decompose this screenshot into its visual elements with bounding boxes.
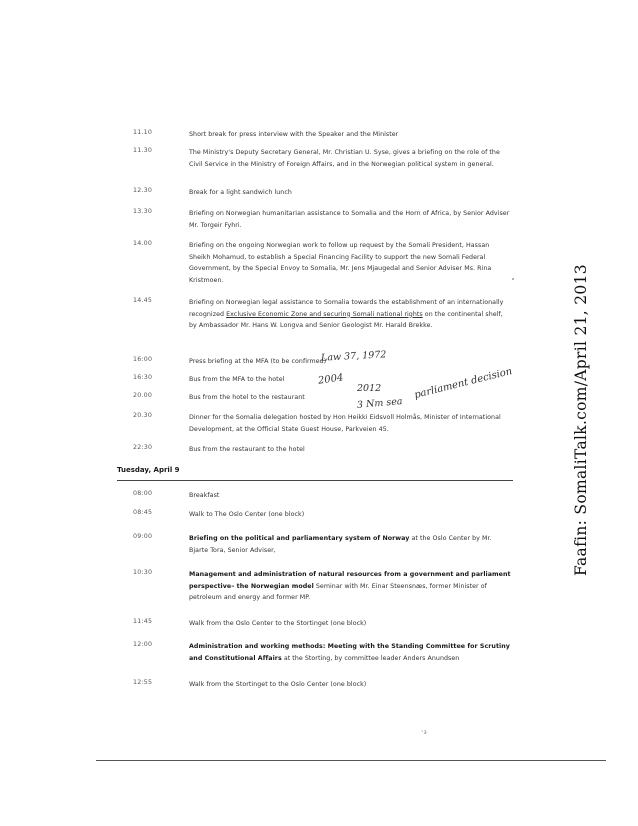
session-title: Management and administration of natural resources from a government and parliament perspective– the Norwegian model xyxy=(189,571,511,590)
schedule-description xyxy=(189,297,511,332)
schedule-description: Break for a light sandwich lunch xyxy=(189,189,292,196)
schedule-description: Briefing on Norwegian humanitarian assistance to Somalia and the Horn of Africa, by Senior Adviser Mr. Torgeir Fyhri. xyxy=(189,210,510,229)
footer-rule xyxy=(96,760,606,761)
schedule-description: Short break for press interview with the Speaker and the Minister xyxy=(189,131,399,138)
schedule-time: 12:00 xyxy=(133,641,153,648)
handwritten-note: 2004 xyxy=(317,372,345,387)
underlined-text: Exclusive Economic Zone and securing Somali national rights xyxy=(226,310,423,318)
schedule-description: Walk from the Oslo Center to the Stortinget (one block) xyxy=(189,620,367,627)
schedule-description: Bus from the MFA to the hotel xyxy=(189,376,285,383)
session-title: Administration and working methods: Meeting with the Standing Committee for Scrutiny and Constitutional Affairs xyxy=(189,643,510,662)
handwritten-note: 3 Nm sea xyxy=(356,396,403,411)
handwritten-note: Law 37, 1972 xyxy=(320,349,387,364)
description-text: at the Storting, by committee leader Anders Anundsen xyxy=(281,654,460,662)
schedule-time: 14.00 xyxy=(133,240,153,247)
schedule-description xyxy=(189,569,511,604)
schedule-time: 22:30 xyxy=(133,444,153,451)
schedule-time: 11.30 xyxy=(133,147,153,154)
schedule-description: Bus from the hotel to the restaurant xyxy=(189,394,305,401)
schedule-description: Walk from the Stortinget to the Oslo Center (one block) xyxy=(189,681,367,688)
schedule-description: Bus from the restaurant to the hotel xyxy=(189,446,305,453)
schedule-description: Press briefing at the MFA (to be confirmed) xyxy=(189,358,327,365)
schedule-description: Breakfast xyxy=(189,492,220,499)
schedule-description: The Ministry's Deputy Secretary General, Mr. Christian U. Syse, gives a briefing on the role of the Civil Service in the Ministry of Foreign Affairs, and in the Norwegian political system in general. xyxy=(189,149,500,168)
schedule-time: 20.30 xyxy=(133,412,153,419)
schedule-time: 20.00 xyxy=(133,392,153,399)
schedule-time: 10:30 xyxy=(133,569,153,576)
schedule-description xyxy=(189,641,511,664)
description-text: Seminar with Mr. Einar Steensnæs, former Minister of petroleum and energy and former MP. xyxy=(189,582,487,602)
scan-speck xyxy=(512,278,514,280)
schedule-time: 11.10 xyxy=(133,129,153,136)
handwritten-note: 2012 xyxy=(357,383,382,394)
schedule-time: 08:45 xyxy=(133,509,153,516)
day-heading: Tuesday, April 9 xyxy=(117,466,180,474)
session-title: Briefing on the political and parliamentary system of Norway xyxy=(189,535,410,542)
schedule-time: 12:55 xyxy=(133,679,153,686)
schedule-time: 09:00 xyxy=(133,533,153,540)
schedule-description: Walk to The Oslo Center (one block) xyxy=(189,511,305,518)
schedule-time: 14.45 xyxy=(133,297,153,304)
page-mark: ·₃ xyxy=(421,727,427,736)
schedule-time: 13.30 xyxy=(133,208,153,215)
description-text: at the Oslo Center by Mr. Bjarte Tora, Senior Adviser, xyxy=(189,535,492,554)
schedule-time: 08:00 xyxy=(133,490,153,497)
source-watermark: Faafin: SomaliTalk.com/April 21, 2013 xyxy=(572,264,590,576)
description-text: Briefing on Norwegian legal assistance to Somalia towards the establishment of an internationally recognized xyxy=(189,299,504,318)
handwritten-note: parliament decision xyxy=(413,366,514,401)
schedule-description: Briefing on the ongoing Norwegian work to follow up request by the Somali President, Hassan Sheikh Mohamud, to establish a Special Financing Facility to support the new Somali Federal Government, by the Special Envoy to Somalia, Mr. Jens Mjaugedal and Senior Adviser Ms. Rina Kristmoen. xyxy=(189,242,492,284)
schedule-time: 12.30 xyxy=(133,187,153,194)
schedule-time: 11:45 xyxy=(133,618,153,625)
schedule-description xyxy=(189,533,511,556)
schedule-time: 16:30 xyxy=(133,374,153,381)
schedule-time: 16:00 xyxy=(133,356,153,363)
description-text: on the continental shelf, by Ambassador Mr. Hans W. Longva and Senior Geologist Mr. Harald Brekke. xyxy=(189,310,503,330)
schedule-description: Dinner for the Somalia delegation hosted by Hon Heikki Eidsvoll Holmås, Minister of International Development, at the Official State Guest House, Parkveien 45. xyxy=(189,414,501,433)
divider xyxy=(117,480,513,481)
